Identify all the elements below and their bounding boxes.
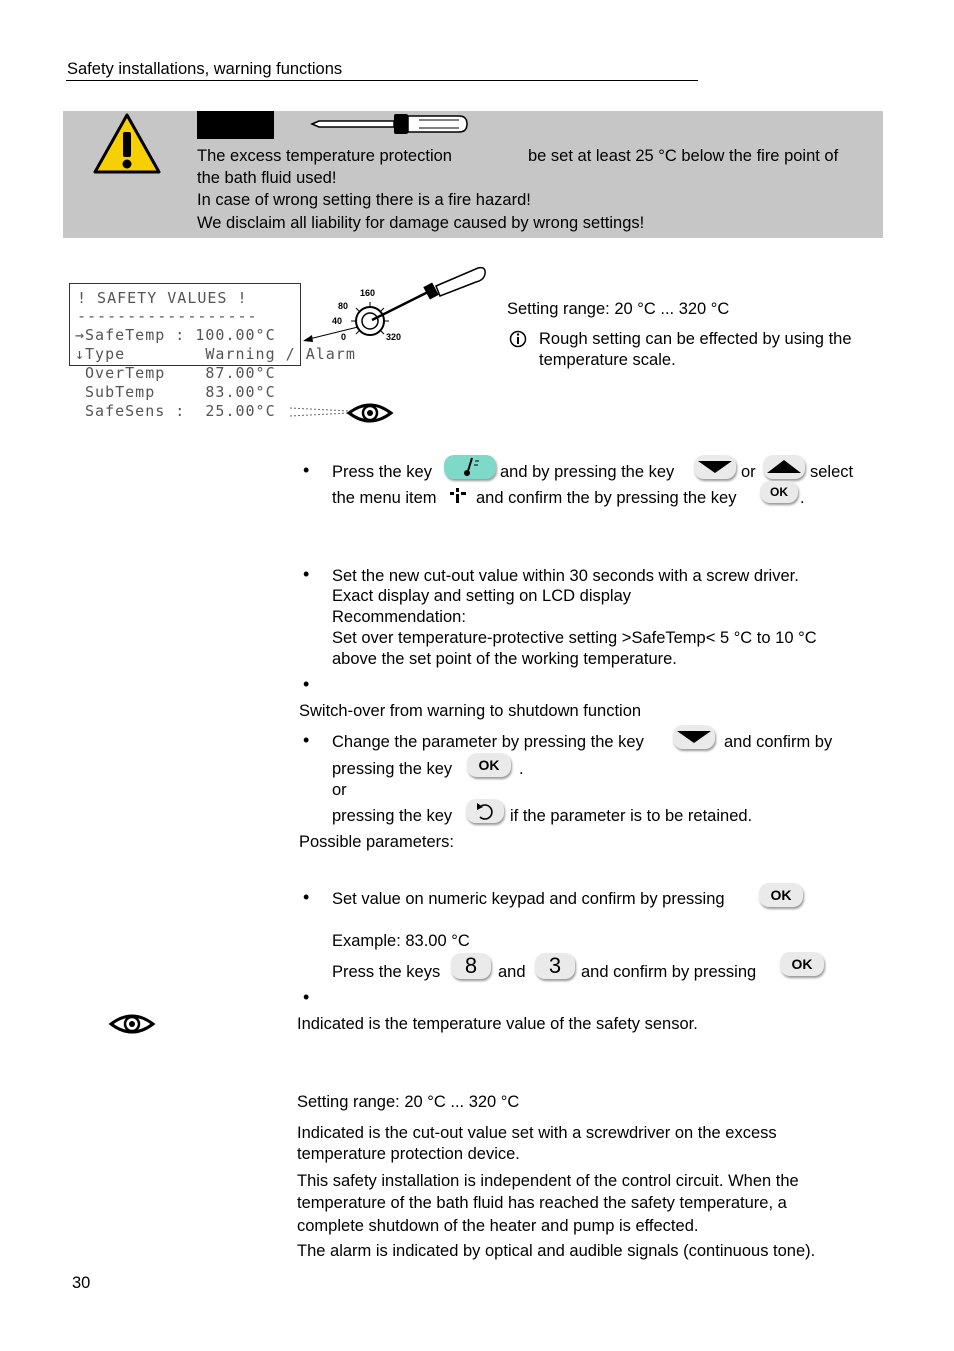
step1-text-g: . [800, 489, 805, 507]
switch-over-heading: Switch-over from warning to shutdown function [299, 702, 642, 720]
dial-label-160: 160 [360, 288, 376, 298]
step1-text-c: or [741, 463, 756, 481]
setting-range-bottom: Setting range: 20 °C ... 320 °C [297, 1093, 520, 1111]
step3-text-f: pressing the key [332, 807, 453, 825]
bullet-step-1: • [303, 460, 310, 480]
warning-line-1b: be set at least 25 °C below the fire point of [528, 147, 839, 165]
warning-line-1a: The excess temperature protection [197, 147, 452, 165]
page-number: 30 [72, 1274, 91, 1292]
arrow-down-icon [673, 725, 715, 749]
screwdriver-icon [309, 111, 469, 137]
bullet-step-2: • [303, 564, 310, 584]
down-arrow-key-2[interactable] [673, 725, 715, 749]
ok-key-4[interactable]: OK [780, 952, 824, 976]
bullet-step-3: • [303, 730, 310, 750]
lcd-line-5: OverTemp 87.00°C [75, 364, 276, 382]
eye-icon-margin [108, 1011, 156, 1037]
bullet-empty-2: • [303, 987, 310, 1007]
dial-label-40: 40 [332, 316, 343, 326]
step4-text-a: Set value on numeric keypad and confirm by pressing [332, 890, 725, 908]
lcd-line-2: ------------------ [77, 307, 258, 325]
step4-text-c: and [498, 963, 526, 981]
header-divider [66, 80, 698, 81]
setting-range-top: Setting range: 20 °C ... 320 °C [507, 300, 730, 318]
step3-text-e: or [332, 781, 347, 799]
step2-line-4: Set over temperature-protective setting >SafeTemp< 5 °C to 10 °C [332, 629, 817, 647]
lcd-line-7: SafeSens : 25.00°C [75, 402, 276, 420]
lcd-line-4: ↓Type Warning / Alarm [75, 345, 356, 363]
step1-text-e: the menu item [332, 489, 437, 507]
step3-text-a: Change the parameter by pressing the key [332, 733, 644, 751]
thermometer-icon [444, 455, 496, 479]
warning-label-block [197, 111, 274, 139]
warning-triangle-icon [92, 112, 162, 175]
lcd-line-1: ! SAFETY VALUES ! [77, 289, 248, 307]
para1-line-2: temperature protection device. [297, 1145, 520, 1163]
up-arrow-key[interactable] [763, 455, 805, 479]
step3-text-d: . [519, 760, 524, 778]
lcd-line-6: SubTemp 83.00°C [75, 383, 276, 401]
info-icon [509, 330, 527, 348]
para2-line-3: complete shutdown of the heater and pump is effected. [297, 1217, 699, 1235]
arrow-down-icon [694, 455, 736, 479]
page-header-title: Safety installations, warning functions [67, 60, 343, 78]
safety-menu-icon [448, 486, 468, 504]
lcd-line-3: →SafeTemp : 100.00°C [75, 326, 276, 344]
eye-icon [346, 400, 394, 426]
return-arrow-icon [466, 799, 504, 823]
arrow-up-icon [763, 455, 805, 479]
pointer-arrow-icon [300, 325, 360, 350]
safesens-description: Indicated is the temperature value of the safety sensor. [297, 1015, 698, 1033]
back-key[interactable] [466, 799, 504, 823]
step1-text-f: and confirm the by pressing the key [476, 489, 737, 507]
bullet-step-4: • [303, 887, 310, 907]
ok-key-3[interactable]: OK [759, 883, 803, 907]
dial-label-320: 320 [386, 332, 402, 342]
warning-line-3: In case of wrong setting there is a fire hazard! [197, 191, 531, 209]
step1-text-b: and by pressing the key [500, 463, 675, 481]
ok-key-2[interactable]: OK [467, 753, 511, 777]
dial-label-0: 0 [341, 332, 347, 342]
warning-line-2: the bath fluid used! [197, 169, 337, 187]
step2-line-2: Exact display and setting on LCD display [332, 587, 631, 605]
thermometer-key[interactable] [444, 455, 496, 479]
step1-text-d: select [810, 463, 854, 481]
step4-text-d: and confirm by pressing [581, 963, 757, 981]
down-arrow-key[interactable] [694, 455, 736, 479]
key-8[interactable]: 8 [451, 953, 491, 979]
warning-line-4: We disclaim all liability for damage caused by wrong settings! [197, 214, 645, 232]
step4-text-b: Press the keys [332, 963, 441, 981]
bullet-empty-1: • [303, 674, 310, 694]
step1-text-a: Press the key [332, 463, 432, 481]
possible-parameters: Possible parameters: [299, 833, 454, 851]
key-3[interactable]: 3 [535, 953, 575, 979]
step4-example: Example: 83.00 °C [332, 932, 470, 950]
para2-line-2: temperature of the bath fluid has reached the safety temperature, a [297, 1194, 787, 1212]
step3-text-c: pressing the key [332, 760, 453, 778]
step2-line-5: above the set point of the working temperature. [332, 650, 677, 668]
para3: The alarm is indicated by optical and audible signals (continuous tone). [297, 1242, 816, 1260]
step2-line-3: Recommendation: [332, 608, 466, 626]
para1-line-1: Indicated is the cut-out value set with a screwdriver on the excess [297, 1124, 777, 1142]
step3-text-g: if the parameter is to be retained. [510, 807, 753, 825]
rough-setting-line-2: temperature scale. [539, 351, 676, 369]
dial-label-80: 80 [338, 301, 349, 311]
rough-setting-line-1: Rough setting can be effected by using the [539, 330, 852, 348]
step3-text-b: and confirm by [724, 733, 833, 751]
ok-key-1[interactable]: OK [760, 481, 798, 503]
step2-line-1: Set the new cut-out value within 30 seconds with a screw driver. [332, 567, 799, 585]
para2-line-1: This safety installation is independent of the control circuit. When the [297, 1172, 799, 1190]
